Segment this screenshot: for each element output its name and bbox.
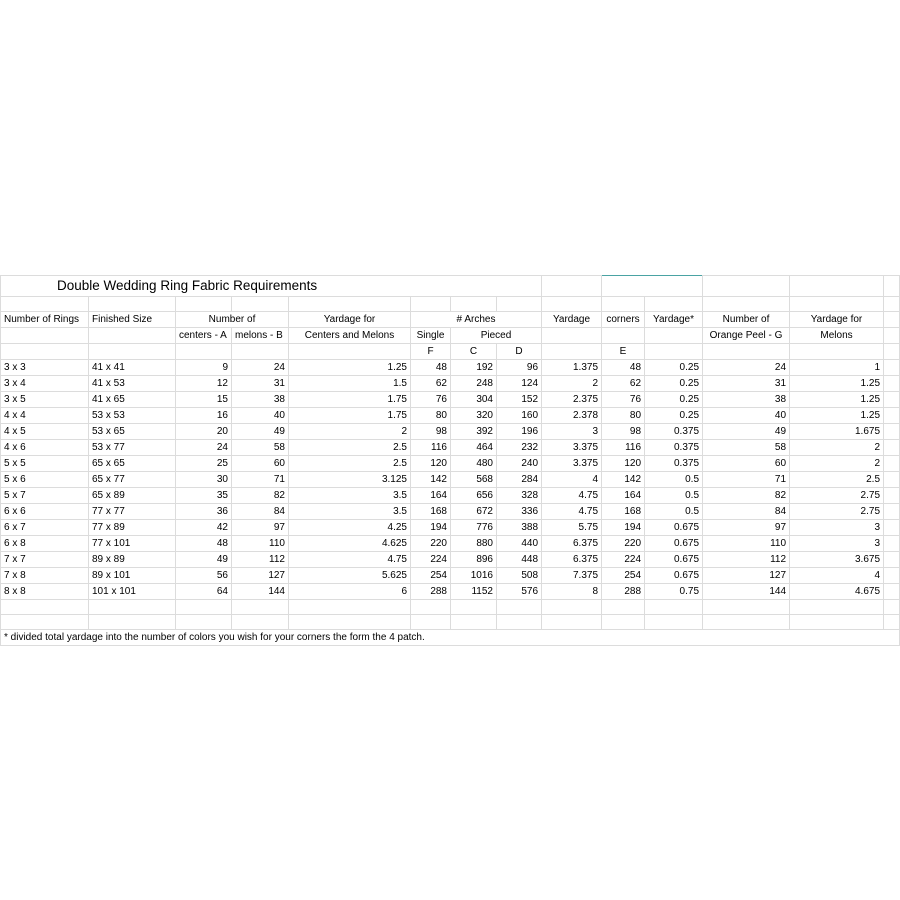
header-centers-a: centers - A [176, 328, 232, 344]
cell-arches-single-f: 220 [411, 536, 451, 552]
cell-melons-b: 24 [232, 360, 289, 376]
cell-yardage-centers-melons: 4.625 [289, 536, 411, 552]
cell-orange-peel-g: 49 [703, 424, 790, 440]
cell-yardage-star: 0.5 [645, 488, 703, 504]
cell-rings: 4 x 5 [1, 424, 89, 440]
cell-arches-pieced-c: 320 [451, 408, 497, 424]
header-row-4 [1, 344, 900, 360]
cell-yardage-melons: 1.675 [790, 424, 884, 440]
cell-corners-e: 48 [602, 360, 645, 376]
cell-arches-single-f: 116 [411, 440, 451, 456]
cell-arches-pieced-c: 880 [451, 536, 497, 552]
cell-orange-peel-g: 110 [703, 536, 790, 552]
cell-corners-e: 168 [602, 504, 645, 520]
cell-melons-b: 60 [232, 456, 289, 472]
cell-arches-pieced-c: 480 [451, 456, 497, 472]
header-melons-b: melons - B [232, 328, 289, 344]
cell-melons-b: 40 [232, 408, 289, 424]
cell-arches-pieced-d: 508 [497, 568, 542, 584]
title-row [1, 276, 900, 297]
header-melons: Melons [790, 328, 884, 344]
cell-yardage-melons: 1.25 [790, 376, 884, 392]
cell-rings: 7 x 7 [1, 552, 89, 568]
cell-arches-pieced-c: 392 [451, 424, 497, 440]
cell-melons-b: 82 [232, 488, 289, 504]
cell-yardage: 7.375 [542, 568, 602, 584]
cell-arches-pieced-c: 1152 [451, 584, 497, 600]
cell-corners-e: 120 [602, 456, 645, 472]
cell-finished-size: 65 x 77 [89, 472, 176, 488]
cell-orange-peel-g: 31 [703, 376, 790, 392]
cell-corners-e: 220 [602, 536, 645, 552]
header-row-3 [1, 328, 900, 344]
cell-finished-size: 77 x 89 [89, 520, 176, 536]
cell-yardage-star: 0.5 [645, 504, 703, 520]
cell-yardage: 2.375 [542, 392, 602, 408]
cell-corners-e: 116 [602, 440, 645, 456]
cell-centers-a: 24 [176, 440, 232, 456]
cell-orange-peel-g: 112 [703, 552, 790, 568]
header-finished-size: Finished Size [89, 312, 176, 328]
cell-yardage-centers-melons: 6 [289, 584, 411, 600]
cell-arches-pieced-c: 896 [451, 552, 497, 568]
header-c: C [451, 344, 497, 360]
header-yardage-for: Yardage for [289, 312, 411, 328]
cell-yardage-centers-melons: 1.75 [289, 392, 411, 408]
cell-melons-b: 58 [232, 440, 289, 456]
cell-finished-size: 53 x 65 [89, 424, 176, 440]
table-row [1, 584, 900, 600]
cell-yardage: 6.375 [542, 536, 602, 552]
cell-yardage-centers-melons: 3.5 [289, 504, 411, 520]
cell-arches-single-f: 80 [411, 408, 451, 424]
cell-rings: 5 x 5 [1, 456, 89, 472]
cell-arches-single-f: 98 [411, 424, 451, 440]
table-row [1, 504, 900, 520]
cell-yardage-melons: 4.675 [790, 584, 884, 600]
cell-orange-peel-g: 40 [703, 408, 790, 424]
table-row [1, 376, 900, 392]
cell-yardage-melons: 3.675 [790, 552, 884, 568]
cell-yardage-star: 0.25 [645, 376, 703, 392]
sheet-title: Double Wedding Ring Fabric Requirements [1, 276, 542, 297]
cell-yardage-centers-melons: 1.25 [289, 360, 411, 376]
cell-yardage-star: 0.675 [645, 552, 703, 568]
header-number-of: Number of [176, 312, 289, 328]
cell-yardage-star: 0.375 [645, 456, 703, 472]
cell-centers-a: 48 [176, 536, 232, 552]
cell-yardage: 4.75 [542, 504, 602, 520]
cell-corners-e: 76 [602, 392, 645, 408]
table-row [1, 392, 900, 408]
header-pieced: Pieced [451, 328, 542, 344]
cell-melons-b: 38 [232, 392, 289, 408]
cell-arches-pieced-c: 568 [451, 472, 497, 488]
cell-yardage-centers-melons: 1.5 [289, 376, 411, 392]
cell-arches-pieced-d: 284 [497, 472, 542, 488]
cell-yardage-centers-melons: 4.75 [289, 552, 411, 568]
cell-arches-pieced-d: 124 [497, 376, 542, 392]
cell-yardage: 3 [542, 424, 602, 440]
cell-arches-single-f: 288 [411, 584, 451, 600]
cell-yardage-centers-melons: 4.25 [289, 520, 411, 536]
cell-arches-pieced-d: 196 [497, 424, 542, 440]
header-row-1 [1, 297, 900, 312]
cell-rings: 4 x 6 [1, 440, 89, 456]
cell-melons-b: 112 [232, 552, 289, 568]
cell-rings: 3 x 4 [1, 376, 89, 392]
cell-melons-b: 110 [232, 536, 289, 552]
cell-arches-pieced-d: 240 [497, 456, 542, 472]
cell-rings: 5 x 6 [1, 472, 89, 488]
cell-arches-pieced-c: 656 [451, 488, 497, 504]
cell-yardage-star: 0.25 [645, 360, 703, 376]
cell-yardage: 2.378 [542, 408, 602, 424]
cell-orange-peel-g: 82 [703, 488, 790, 504]
selected-range-indicator [602, 276, 703, 297]
table-row [1, 456, 900, 472]
cell-yardage: 3.375 [542, 440, 602, 456]
cell-arches-pieced-c: 776 [451, 520, 497, 536]
cell-arches-pieced-d: 576 [497, 584, 542, 600]
cell-finished-size: 53 x 53 [89, 408, 176, 424]
cell-corners-e: 254 [602, 568, 645, 584]
header-number-of-2: Number of [703, 312, 790, 328]
cell-orange-peel-g: 60 [703, 456, 790, 472]
cell-arches-pieced-d: 336 [497, 504, 542, 520]
cell-centers-a: 30 [176, 472, 232, 488]
header-e: E [602, 344, 645, 360]
cell-yardage-star: 0.25 [645, 392, 703, 408]
cell-corners-e: 288 [602, 584, 645, 600]
cell-finished-size: 53 x 77 [89, 440, 176, 456]
cell-corners-e: 224 [602, 552, 645, 568]
cell-orange-peel-g: 127 [703, 568, 790, 584]
cell-orange-peel-g: 38 [703, 392, 790, 408]
cell-finished-size: 77 x 101 [89, 536, 176, 552]
cell-yardage-melons: 3 [790, 536, 884, 552]
cell-finished-size: 77 x 77 [89, 504, 176, 520]
cell-rings: 8 x 8 [1, 584, 89, 600]
cell-arches-single-f: 168 [411, 504, 451, 520]
fabric-requirements-table [0, 275, 900, 646]
table-row [1, 488, 900, 504]
cell-orange-peel-g: 58 [703, 440, 790, 456]
cell-orange-peel-g: 97 [703, 520, 790, 536]
cell-rings: 5 x 7 [1, 488, 89, 504]
cell-melons-b: 49 [232, 424, 289, 440]
cell-corners-e: 62 [602, 376, 645, 392]
cell-arches-pieced-c: 304 [451, 392, 497, 408]
cell-melons-b: 84 [232, 504, 289, 520]
cell-yardage-star: 0.375 [645, 440, 703, 456]
cell-yardage-melons: 2 [790, 456, 884, 472]
header-centers-and-melons: Centers and Melons [289, 328, 411, 344]
table-row [1, 536, 900, 552]
header-yardage: Yardage [542, 312, 602, 328]
cell-arches-pieced-d: 388 [497, 520, 542, 536]
cell-yardage-melons: 2.75 [790, 504, 884, 520]
cell-orange-peel-g: 144 [703, 584, 790, 600]
cell-yardage-centers-melons: 1.75 [289, 408, 411, 424]
header-number-of-rings: Number of Rings [1, 312, 89, 328]
cell-rings: 7 x 8 [1, 568, 89, 584]
blank-row [1, 615, 900, 630]
cell-yardage: 8 [542, 584, 602, 600]
footnote: * divided total yardage into the number of colors you wish for your corners the form the 4 patch. [1, 630, 900, 646]
table-row [1, 520, 900, 536]
cell-finished-size: 65 x 89 [89, 488, 176, 504]
data-rows [1, 360, 900, 600]
cell-arches-single-f: 164 [411, 488, 451, 504]
cell-orange-peel-g: 84 [703, 504, 790, 520]
cell-yardage-melons: 4 [790, 568, 884, 584]
cell-arches-single-f: 120 [411, 456, 451, 472]
header-orange-peel-g: Orange Peel - G [703, 328, 790, 344]
cell-centers-a: 9 [176, 360, 232, 376]
cell-centers-a: 25 [176, 456, 232, 472]
cell-finished-size: 101 x 101 [89, 584, 176, 600]
cell-arches-single-f: 76 [411, 392, 451, 408]
cell-yardage: 4 [542, 472, 602, 488]
cell-yardage-melons: 1.25 [790, 392, 884, 408]
cell-centers-a: 15 [176, 392, 232, 408]
cell-yardage-centers-melons: 3.5 [289, 488, 411, 504]
cell-arches-single-f: 142 [411, 472, 451, 488]
cell-yardage-star: 0.25 [645, 408, 703, 424]
cell-centers-a: 16 [176, 408, 232, 424]
header-f: F [411, 344, 451, 360]
table-row [1, 424, 900, 440]
cell-centers-a: 56 [176, 568, 232, 584]
blank-row [1, 600, 900, 615]
cell-yardage-centers-melons: 2.5 [289, 440, 411, 456]
cell-yardage: 1.375 [542, 360, 602, 376]
cell-yardage-centers-melons: 2.5 [289, 456, 411, 472]
cell-orange-peel-g: 24 [703, 360, 790, 376]
cell-centers-a: 64 [176, 584, 232, 600]
cell-arches-pieced-d: 152 [497, 392, 542, 408]
cell-arches-pieced-d: 160 [497, 408, 542, 424]
cell-yardage-centers-melons: 2 [289, 424, 411, 440]
cell-yardage: 5.75 [542, 520, 602, 536]
header-row-2 [1, 312, 900, 328]
cell-melons-b: 144 [232, 584, 289, 600]
header-arches: # Arches [411, 312, 542, 328]
cell-yardage-melons: 2.5 [790, 472, 884, 488]
cell-centers-a: 12 [176, 376, 232, 392]
cell-yardage-star: 0.675 [645, 520, 703, 536]
header-corners: corners [602, 312, 645, 328]
table-row [1, 360, 900, 376]
footnote-row [1, 630, 900, 646]
cell-arches-pieced-d: 96 [497, 360, 542, 376]
header-d: D [497, 344, 542, 360]
table-row [1, 552, 900, 568]
table-row [1, 440, 900, 456]
cell-arches-pieced-d: 232 [497, 440, 542, 456]
cell-arches-single-f: 48 [411, 360, 451, 376]
table-row [1, 408, 900, 424]
header-single: Single [411, 328, 451, 344]
cell-arches-single-f: 62 [411, 376, 451, 392]
table-row [1, 472, 900, 488]
cell-finished-size: 65 x 65 [89, 456, 176, 472]
cell-arches-pieced-d: 328 [497, 488, 542, 504]
cell-corners-e: 142 [602, 472, 645, 488]
cell-arches-pieced-c: 464 [451, 440, 497, 456]
cell-melons-b: 127 [232, 568, 289, 584]
cell-corners-e: 80 [602, 408, 645, 424]
header-yardage-for-2: Yardage for [790, 312, 884, 328]
cell-orange-peel-g: 71 [703, 472, 790, 488]
cell-yardage-star: 0.675 [645, 536, 703, 552]
header-yardage-star: Yardage* [645, 312, 703, 328]
cell-yardage: 4.75 [542, 488, 602, 504]
cell-arches-pieced-c: 1016 [451, 568, 497, 584]
cell-yardage-melons: 2 [790, 440, 884, 456]
cell-corners-e: 164 [602, 488, 645, 504]
cell-arches-single-f: 254 [411, 568, 451, 584]
cell-finished-size: 41 x 41 [89, 360, 176, 376]
cell-yardage-star: 0.375 [645, 424, 703, 440]
cell-yardage: 2 [542, 376, 602, 392]
cell-arches-pieced-c: 672 [451, 504, 497, 520]
table-row [1, 568, 900, 584]
cell-arches-pieced-d: 448 [497, 552, 542, 568]
cell-arches-single-f: 194 [411, 520, 451, 536]
cell-yardage-star: 0.5 [645, 472, 703, 488]
cell-arches-pieced-c: 192 [451, 360, 497, 376]
cell-finished-size: 41 x 65 [89, 392, 176, 408]
cell-centers-a: 20 [176, 424, 232, 440]
cell-rings: 6 x 6 [1, 504, 89, 520]
cell-yardage-melons: 1.25 [790, 408, 884, 424]
cell-rings: 6 x 7 [1, 520, 89, 536]
cell-rings: 3 x 5 [1, 392, 89, 408]
cell-centers-a: 49 [176, 552, 232, 568]
cell-yardage: 6.375 [542, 552, 602, 568]
cell-rings: 4 x 4 [1, 408, 89, 424]
cell-yardage: 3.375 [542, 456, 602, 472]
cell-rings: 6 x 8 [1, 536, 89, 552]
cell-centers-a: 36 [176, 504, 232, 520]
cell-melons-b: 71 [232, 472, 289, 488]
cell-yardage-star: 0.75 [645, 584, 703, 600]
cell-arches-pieced-d: 440 [497, 536, 542, 552]
cell-yardage-centers-melons: 3.125 [289, 472, 411, 488]
cell-melons-b: 31 [232, 376, 289, 392]
cell-yardage-melons: 2.75 [790, 488, 884, 504]
cell-finished-size: 41 x 53 [89, 376, 176, 392]
cell-melons-b: 97 [232, 520, 289, 536]
cell-yardage-melons: 3 [790, 520, 884, 536]
cell-centers-a: 42 [176, 520, 232, 536]
cell-yardage-centers-melons: 5.625 [289, 568, 411, 584]
cell-rings: 3 x 3 [1, 360, 89, 376]
cell-arches-single-f: 224 [411, 552, 451, 568]
cell-yardage-star: 0.675 [645, 568, 703, 584]
cell-corners-e: 194 [602, 520, 645, 536]
cell-yardage-melons: 1 [790, 360, 884, 376]
cell-arches-pieced-c: 248 [451, 376, 497, 392]
cell-finished-size: 89 x 89 [89, 552, 176, 568]
cell-centers-a: 35 [176, 488, 232, 504]
spreadsheet [0, 275, 900, 643]
cell-finished-size: 89 x 101 [89, 568, 176, 584]
cell-corners-e: 98 [602, 424, 645, 440]
